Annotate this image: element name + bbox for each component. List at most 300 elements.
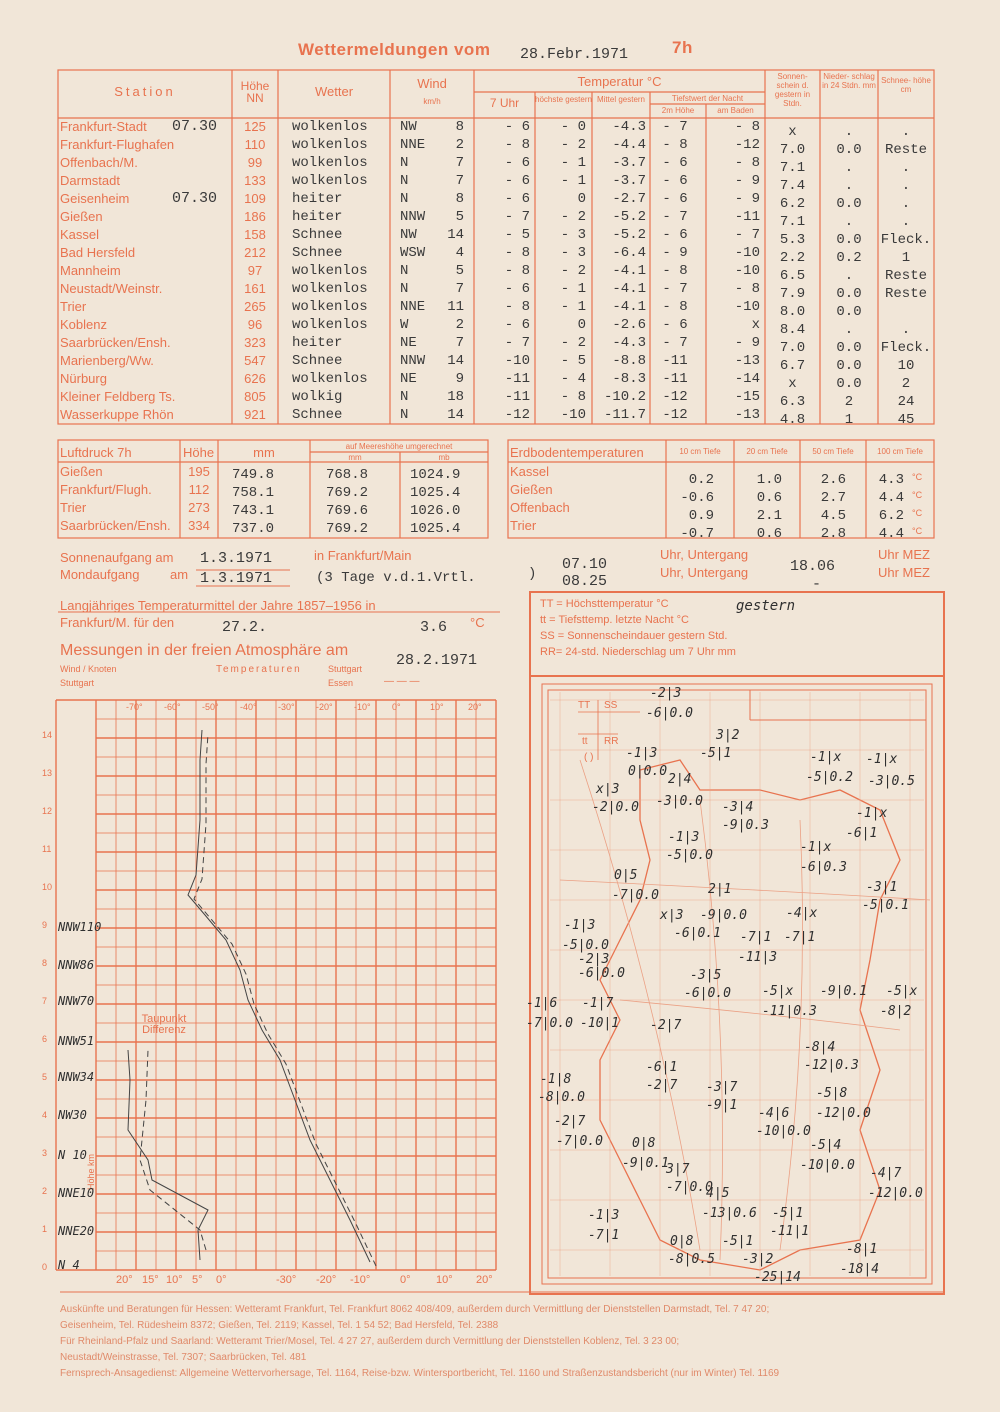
map-entry: -1|3 xyxy=(564,918,596,933)
map-entry: -8|1 xyxy=(846,1242,878,1257)
ld-name: Gießen xyxy=(60,464,103,479)
col-tiefst-2m: 2m Höhe xyxy=(661,106,695,115)
station-max: - 1 xyxy=(560,155,586,171)
wind-label: NNW34 xyxy=(58,1070,95,1084)
wind-label: NNE20 xyxy=(58,1224,95,1238)
station-name: Neustadt/Weinstr. xyxy=(60,281,163,296)
station-tboden: - 9 xyxy=(734,335,760,351)
station-tboden: -15 xyxy=(734,389,760,405)
station-name: Darmstadt xyxy=(60,173,120,188)
mez-label-2: Uhr MEZ xyxy=(878,565,930,580)
station-t7: - 6 xyxy=(504,191,530,207)
station-wind-dir: W xyxy=(400,317,409,333)
station-nn: 99 xyxy=(247,155,263,170)
map-entry: -10|0.0 xyxy=(756,1124,811,1139)
wind-label: NNW86 xyxy=(58,958,95,972)
station-nn: 186 xyxy=(244,209,266,224)
station-schnee: 24 xyxy=(897,394,915,410)
map-entry: 4|5 xyxy=(706,1186,730,1201)
station-nn: 626 xyxy=(244,371,266,386)
sunrise-time: 07.10 xyxy=(562,556,608,573)
map-entry: 3|2 xyxy=(716,728,740,743)
station-t2m: -12 xyxy=(662,389,688,405)
station-t2m: -11 xyxy=(662,353,688,369)
report-hour: 7h xyxy=(672,38,693,57)
station-max: 0 xyxy=(577,191,586,207)
report-date: 28.Febr.1971 xyxy=(520,46,629,63)
station-nn: 547 xyxy=(244,353,266,368)
eb-20: 0.6 xyxy=(756,490,782,506)
map-entry: -1|3 xyxy=(626,746,658,761)
map-entry: -7|0.0 xyxy=(556,1134,603,1149)
station-nn: 110 xyxy=(244,137,266,152)
station-t7: - 7 xyxy=(504,209,530,225)
col-wind: Wind xyxy=(417,76,447,91)
map-entry: -4|6 xyxy=(758,1106,790,1121)
station-wetter: Schnee xyxy=(292,245,343,261)
top-tick: -60° xyxy=(164,702,181,712)
map-entry: -5|0.0 xyxy=(666,848,713,863)
y-tick: 11 xyxy=(42,844,52,854)
bottom-tick: 20° xyxy=(476,1274,493,1286)
col-hoehe: Höhe NN xyxy=(240,79,270,105)
taupunkt-label: Taupunkt Differenz xyxy=(141,1013,187,1036)
station-t7: - 8 xyxy=(504,299,530,315)
top-tick: -30° xyxy=(278,702,295,712)
station-name: Frankfurt-Flughafen xyxy=(60,137,175,152)
eb-unit: °C xyxy=(912,526,923,536)
station-wind-dir: NNE xyxy=(400,137,426,153)
station-max: - 2 xyxy=(560,137,586,153)
map-entry: -9|1 xyxy=(706,1098,738,1113)
map-entry: -7|1 xyxy=(784,930,816,945)
top-tick: -20° xyxy=(316,702,333,712)
station-nn: 125 xyxy=(244,119,266,134)
erdboden-header: Erdbodentemperaturen xyxy=(510,445,644,460)
wind-label: NW30 xyxy=(58,1108,87,1122)
map-entry: -8|4 xyxy=(804,1040,836,1055)
station-nn: 265 xyxy=(244,299,266,314)
station-rr: . xyxy=(844,124,854,140)
station-tboden: - 8 xyxy=(734,281,760,297)
erdboden-50: 50 cm Tiefe xyxy=(812,447,854,456)
langj-line2: Frankfurt/M. für den xyxy=(60,615,175,630)
col-t7: 7 Uhr xyxy=(489,96,520,110)
eb-10: 0.2 xyxy=(688,472,714,488)
map-entry: -7|0.0 xyxy=(666,1180,713,1195)
station-rr: . xyxy=(844,214,854,230)
map-entry: -3|4 xyxy=(722,800,754,815)
bottom-tick: 0° xyxy=(216,1274,227,1286)
station-tboden: - 8 xyxy=(734,155,760,171)
station-name: Frankfurt-Stadt xyxy=(60,119,147,134)
map-entry: -1|8 xyxy=(540,1072,572,1087)
station-mittel: -3.7 xyxy=(612,173,646,189)
luftdruck-header: Luftdruck 7h xyxy=(60,445,132,460)
map-entry: -6|0.1 xyxy=(674,926,721,941)
erdboden-20: 20 cm Tiefe xyxy=(746,447,788,456)
map-entry: 2|4 xyxy=(668,772,692,787)
station-schnee: Reste xyxy=(884,268,927,284)
station-t7: -11 xyxy=(504,371,530,387)
station-rr: . xyxy=(844,160,854,176)
freie-title: Messungen in der freien Atmosphäre am xyxy=(60,642,349,659)
river-line xyxy=(780,820,803,1250)
y-tick: 12 xyxy=(42,806,53,816)
in-frankfurt: in Frankfurt/Main xyxy=(314,548,412,563)
top-tick: -10° xyxy=(354,702,371,712)
station-schnee: . xyxy=(901,124,911,140)
legend-gestern: gestern xyxy=(736,598,796,614)
y-tick: 0 xyxy=(42,1262,48,1272)
bottom-tick: 10° xyxy=(166,1274,183,1286)
station-t2m: - 6 xyxy=(662,173,688,189)
station-sun: 6.5 xyxy=(779,268,806,284)
map-entry: -2|0.0 xyxy=(592,800,639,815)
freie-date: 28.2.1971 xyxy=(396,652,478,669)
map-entry: -8|2 xyxy=(880,1004,912,1019)
map-entry: -4|x xyxy=(786,906,818,921)
station-t7: -10 xyxy=(504,353,530,369)
legend-rr: RR= 24-std. Niederschlag um 7 Uhr mm xyxy=(540,646,736,658)
map-entry: -18|4 xyxy=(840,1262,880,1277)
map-entry: -11|3 xyxy=(738,950,778,965)
station-nn: 133 xyxy=(244,173,266,188)
station-wetter: wolkenlos xyxy=(292,155,368,171)
map-entry: -1|3 xyxy=(668,830,700,845)
map-entry: -10|0.0 xyxy=(800,1158,855,1173)
sonnenaufgang-date: 1.3.1971 xyxy=(200,550,273,567)
station-t7: - 6 xyxy=(504,173,530,189)
y-tick: 3 xyxy=(42,1148,48,1158)
eb-unit: °C xyxy=(912,472,923,482)
langj-value: 3.6 xyxy=(420,619,448,636)
map-entry: -2|7 xyxy=(650,1018,682,1033)
moonrise-time: 08.25 xyxy=(562,573,608,590)
station-t2m: - 8 xyxy=(662,137,688,153)
station-t2m: - 8 xyxy=(662,299,688,315)
map-entry: -5|1 xyxy=(700,746,732,761)
station-tboden: -13 xyxy=(734,407,760,423)
station-wind-dir: N xyxy=(400,281,409,297)
map-entry: -25|14 xyxy=(754,1270,801,1285)
key-paren: ( ) xyxy=(584,752,594,763)
freie-dashes: — — — xyxy=(384,676,420,687)
station-wetter: wolkenlos xyxy=(292,263,368,279)
station-wind-speed: 18 xyxy=(447,389,464,405)
ld-mm-meer: 768.8 xyxy=(326,467,369,483)
legend-ss: SS = Sonnenscheindauer gestern Std. xyxy=(540,630,728,642)
freie-temp-label: Temperaturen xyxy=(216,664,302,675)
map-entry: -4|7 xyxy=(870,1166,902,1181)
station-schnee: . xyxy=(901,160,911,176)
station-max: - 0 xyxy=(560,119,586,135)
ld-name: Frankfurt/Flugh. xyxy=(60,482,152,497)
wind-label: NNW51 xyxy=(58,1034,95,1048)
col-mittel: Mittel gestern xyxy=(596,95,646,104)
map-entry: -1|6 xyxy=(526,996,558,1011)
station-wetter: wolkenlos xyxy=(292,299,368,315)
moon-phase-close: ) xyxy=(528,566,537,582)
station-sun: x xyxy=(788,376,797,392)
y-tick: 6 xyxy=(42,1034,48,1044)
station-wind-speed: 2 xyxy=(455,137,464,153)
mondaufgang-am: am xyxy=(170,567,189,582)
map-entry: -5|0.0 xyxy=(562,938,609,953)
station-wind-dir: NW xyxy=(400,227,417,243)
eb-unit: °C xyxy=(912,508,923,518)
station-wetter: heiter xyxy=(292,209,343,225)
eb-10: -0.6 xyxy=(680,490,714,506)
station-nn: 212 xyxy=(244,245,266,260)
station-sun: 7.0 xyxy=(779,340,806,356)
station-sun: 4.8 xyxy=(779,412,806,428)
station-mittel: -5.2 xyxy=(612,209,646,225)
ld-mm: 749.8 xyxy=(232,467,275,483)
langj-date: 27.2. xyxy=(222,619,268,636)
station-t7: - 8 xyxy=(504,137,530,153)
station-wind-dir: NE xyxy=(400,371,417,387)
station-tboden: - 9 xyxy=(734,173,760,189)
wind-label: N 10 xyxy=(58,1148,87,1162)
eb-100: 6.2 xyxy=(878,508,904,524)
station-schnee: . xyxy=(901,322,911,338)
map-entry: -1|3 xyxy=(588,1208,620,1223)
map-entry: -1|7 xyxy=(582,996,614,1011)
station-wetter: wolkenlos xyxy=(292,173,368,189)
station-schnee: 2 xyxy=(901,376,911,392)
station-wind-speed: 4 xyxy=(455,245,464,261)
station-schnee: . xyxy=(901,196,911,212)
col-tiefst-boden: am Baden xyxy=(717,106,754,115)
eb-name: Kassel xyxy=(510,464,550,479)
map-entry: -9|0.3 xyxy=(722,818,769,833)
station-name: Saarbrücken/Ensh. xyxy=(60,335,171,350)
y-tick: 5 xyxy=(42,1072,48,1082)
station-rr: 0.0 xyxy=(836,196,862,212)
col-nieder: Nieder- schlag in 24 Stdn. mm xyxy=(822,72,876,90)
station-t7: - 8 xyxy=(504,245,530,261)
station-max: - 1 xyxy=(560,281,586,297)
station-max: - 3 xyxy=(560,245,586,261)
map-entry: -7|1 xyxy=(588,1228,620,1243)
map-entry: -9|0.0 xyxy=(700,908,747,923)
erdboden-10: 10 cm Tiefe xyxy=(679,447,721,456)
freie-stuttgart: Stuttgart xyxy=(328,664,363,674)
station-name: Kleiner Feldberg Ts. xyxy=(60,389,176,404)
eb-unit: °C xyxy=(912,490,923,500)
map-entry: -11|1 xyxy=(770,1224,810,1239)
ld-mm: 743.1 xyxy=(232,503,275,519)
station-tboden: x xyxy=(751,317,760,333)
station-tboden: -11 xyxy=(734,209,760,225)
station-nn: 109 xyxy=(244,191,266,206)
eb-name: Gießen xyxy=(510,482,553,497)
wind-label: NNW70 xyxy=(58,994,95,1008)
map-entry: -9|0.1 xyxy=(820,984,867,999)
map-entry: -9|0.1 xyxy=(622,1156,669,1171)
station-t2m: -12 xyxy=(662,407,688,423)
footer-line: Fernsprech-Ansagedienst: Allgemeine Wettervorhersage, Tel. 1164, Reise-bzw. Wintersportbericht, Tel. 1160 und Straßenzustandsbericht (nur im Winter) Tel. 1169 xyxy=(60,1368,780,1379)
station-nn: 805 xyxy=(244,389,266,404)
station-schnee: 10 xyxy=(897,358,915,374)
ld-mb: 1024.9 xyxy=(410,467,461,483)
col-hoechste: höchste gestern xyxy=(535,95,592,104)
station-t2m: - 7 xyxy=(662,335,688,351)
mondaufgang-label: Mondaufgang xyxy=(60,567,140,582)
freie-stuttgart2: Stuttgart xyxy=(60,678,95,688)
station-tboden: -14 xyxy=(734,371,760,387)
moon-phase: (3 Tage v.d.1.Vrtl. xyxy=(316,570,476,586)
station-tboden: -12 xyxy=(734,137,760,153)
station-tboden: -10 xyxy=(734,245,760,261)
key-tt: TT xyxy=(578,700,591,711)
eb-50: 4.5 xyxy=(820,508,846,524)
map-entry: -6|0.0 xyxy=(646,706,693,721)
station-max: - 3 xyxy=(560,227,586,243)
station-wetter: Schnee xyxy=(292,407,343,423)
station-t7: - 8 xyxy=(504,263,530,279)
map-entry: -6|0.0 xyxy=(578,966,625,981)
station-t2m: - 7 xyxy=(662,119,688,135)
station-rr: 0.2 xyxy=(836,250,862,266)
col-sonne: Sonnen- schein d. gestern in Stdn. xyxy=(774,72,811,108)
ld-mb: 1026.0 xyxy=(410,503,461,519)
map-entry: -6|0.3 xyxy=(800,860,847,875)
station-t2m: - 6 xyxy=(662,227,688,243)
y-tick: 7 xyxy=(42,996,48,1006)
map-entry: -5|x xyxy=(762,984,794,999)
station-rr: 2 xyxy=(844,394,854,410)
station-rr: 1 xyxy=(844,412,854,428)
station-schnee: Reste xyxy=(884,286,927,302)
station-rr: 0.0 xyxy=(836,142,862,158)
station-sun: 7.1 xyxy=(779,214,806,230)
station-wetter: Schnee xyxy=(292,353,343,369)
map-entry: -12|0.0 xyxy=(816,1106,871,1121)
key-t: tt xyxy=(582,736,588,747)
luftdruck-mm2: mm xyxy=(348,453,362,462)
station-rr: 0.0 xyxy=(836,232,862,248)
ld-mm-meer: 769.2 xyxy=(326,485,369,501)
station-wetter: wolkenlos xyxy=(292,371,368,387)
station-wetter: wolkenlos xyxy=(292,137,368,153)
station-wind-dir: NNE xyxy=(400,299,426,315)
station-max: - 2 xyxy=(560,263,586,279)
station-sun: 2.2 xyxy=(779,250,806,266)
station-nn: 921 xyxy=(244,407,266,422)
station-t7: - 6 xyxy=(504,317,530,333)
map-entry: -5|8 xyxy=(816,1086,848,1101)
station-max: - 2 xyxy=(560,209,586,225)
map-entry: -6|1 xyxy=(846,826,878,841)
station-name: Mannheim xyxy=(60,263,121,278)
station-max: - 4 xyxy=(560,371,586,387)
station-sun: 6.2 xyxy=(779,196,806,212)
station-schnee: Fleck. xyxy=(880,232,932,248)
station-t2m: - 7 xyxy=(662,281,688,297)
station-tboden: -10 xyxy=(734,263,760,279)
station-rr: . xyxy=(844,268,854,284)
eb-name: Offenbach xyxy=(510,500,570,515)
bottom-tick: 15° xyxy=(142,1274,159,1286)
map-entry: -1|x xyxy=(800,840,832,855)
hoehe-km-label: Höhe km xyxy=(86,1153,96,1190)
col-wetter: Wetter xyxy=(314,84,354,99)
station-mittel: -8.8 xyxy=(612,353,646,369)
bottom-tick: -10° xyxy=(350,1274,371,1286)
mondaufgang-date: 1.3.1971 xyxy=(200,570,273,587)
map-entry: -12|0.0 xyxy=(868,1186,923,1201)
station-nn: 97 xyxy=(247,263,263,278)
map-entry: -7|1 xyxy=(740,930,772,945)
station-max: -10 xyxy=(560,407,586,423)
map-entry: -13|0.6 xyxy=(702,1206,757,1221)
moonset-time: - xyxy=(812,576,822,593)
station-wind-speed: 11 xyxy=(447,299,464,315)
luftdruck-mm: mm xyxy=(253,445,275,460)
station-name: Offenbach/M. xyxy=(60,155,138,170)
station-tboden: -13 xyxy=(734,353,760,369)
erdboden-100: 100 cm Tiefe xyxy=(877,447,923,456)
station-wind-speed: 5 xyxy=(455,209,464,225)
map-entry: -5|0.2 xyxy=(806,770,853,785)
map-entry: -3|7 xyxy=(706,1080,738,1095)
map-entry: 0|8 xyxy=(632,1136,656,1151)
ld-mb: 1025.4 xyxy=(410,485,461,501)
station-time: 07.30 xyxy=(172,190,218,207)
station-mittel: -3.7 xyxy=(612,155,646,171)
station-wetter: wolkenlos xyxy=(292,317,368,333)
wind-label: NNW110 xyxy=(58,920,102,934)
station-wind-speed: 2 xyxy=(455,317,464,333)
station-mittel: -6.4 xyxy=(612,245,646,261)
station-wind-dir: N xyxy=(400,407,409,423)
station-mittel: -4.4 xyxy=(612,137,646,153)
station-rr: . xyxy=(844,322,854,338)
eb-20: 2.1 xyxy=(756,508,782,524)
top-tick: -50° xyxy=(202,702,219,712)
bottom-tick: 0° xyxy=(400,1274,411,1286)
station-wind-dir: N xyxy=(400,173,409,189)
station-name: Geisenheim xyxy=(60,191,130,206)
luftdruck-meeres: auf Meereshöhe umgerechnet xyxy=(345,442,453,451)
y-tick: 10 xyxy=(42,882,53,892)
bottom-tick: -30° xyxy=(276,1274,297,1286)
ld-mm: 758.1 xyxy=(232,485,275,501)
eb-100: 4.4 xyxy=(878,526,904,542)
station-tboden: - 7 xyxy=(734,227,760,243)
station-wind-dir: NW xyxy=(400,119,417,135)
map-entry: -7|0.0 xyxy=(612,888,659,903)
map-entry: -2|7 xyxy=(554,1114,586,1129)
station-schnee: 1 xyxy=(901,250,911,266)
station-tboden: -10 xyxy=(734,299,760,315)
station-name: Koblenz xyxy=(60,317,107,332)
station-t7: - 6 xyxy=(504,155,530,171)
footer-line: Neustadt/Weinstrasse, Tel. 7307; Saarbrücken, Tel. 481 xyxy=(60,1352,307,1363)
map-entry: -2|3 xyxy=(578,952,610,967)
bottom-tick: 10° xyxy=(436,1274,453,1286)
station-sun: 8.0 xyxy=(779,304,806,320)
station-rr: 0.0 xyxy=(836,358,862,374)
station-name: Nürburg xyxy=(60,371,107,386)
eb-20: 1.0 xyxy=(756,472,782,488)
station-wind-dir: N xyxy=(400,389,409,405)
station-mittel: -5.2 xyxy=(612,227,646,243)
station-t7: - 5 xyxy=(504,227,530,243)
station-nn: 323 xyxy=(244,335,266,350)
